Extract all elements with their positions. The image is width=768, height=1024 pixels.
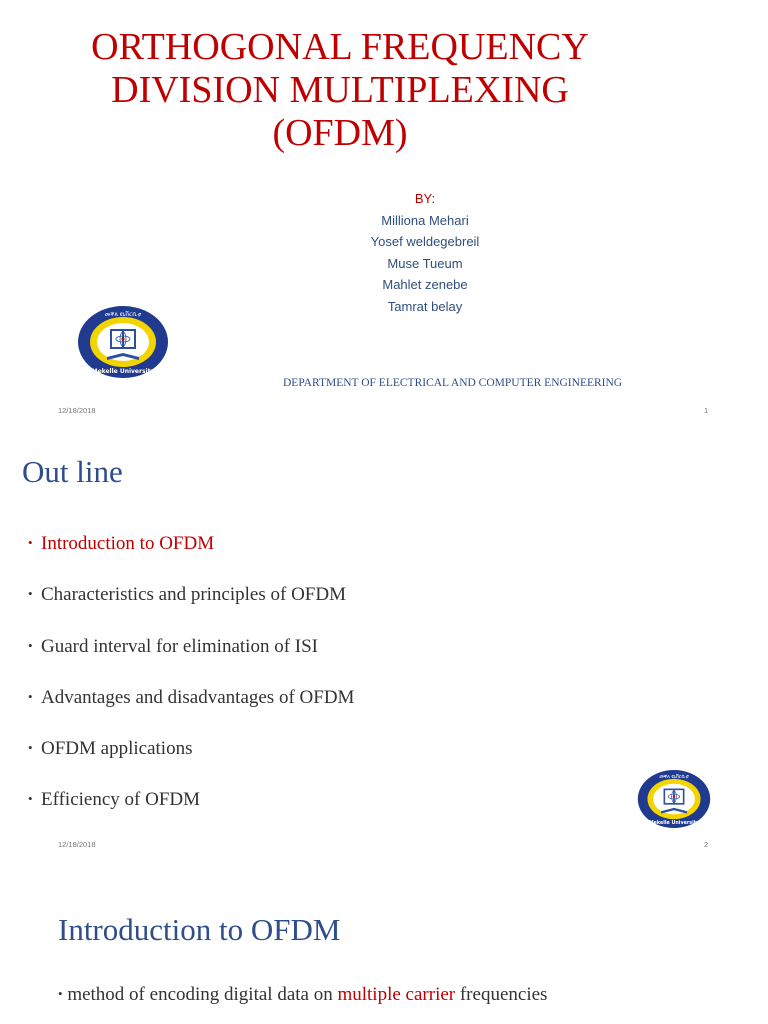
- title-line-3: (OFDM): [272, 112, 408, 154]
- logo-arc-text: መቐለ ዩኒቨርሲቲ: [659, 775, 689, 781]
- bullet-text-prefix: method of encoding digital data on: [67, 984, 338, 1005]
- bullet-icon: •: [28, 535, 33, 550]
- bullet-icon: •: [28, 586, 33, 602]
- author-name: Tamrat belay: [387, 298, 463, 314]
- author-list: [300, 188, 550, 317]
- list-item-label: Introduction to OFDM: [41, 533, 215, 554]
- list-item-label: Guard interval for elimination of ISI: [41, 635, 319, 657]
- list-item: [28, 735, 354, 786]
- logo-arc-text: መቐለ ዩኒቨርሲቲ: [104, 311, 142, 318]
- list-item-label: OFDM applications: [41, 738, 193, 760]
- slide-date: 12/18/2018: [58, 840, 96, 849]
- list-item: [58, 984, 547, 1006]
- list-item: [28, 530, 354, 581]
- bullet-icon: •: [28, 688, 33, 704]
- department-name: DEPARTMENT OF ELECTRICAL AND COMPUTER ENGINEERING: [283, 377, 623, 389]
- mekelle-university-logo: [637, 768, 711, 830]
- outline-list: [28, 530, 354, 838]
- list-item: [28, 786, 354, 837]
- bullet-icon: •: [28, 637, 33, 653]
- title-slide: [0, 0, 768, 432]
- by-label: BY:: [414, 191, 436, 206]
- logo-bottom-text: Mekelle University: [648, 820, 700, 826]
- highlight-multiple: multiple: [337, 984, 401, 1005]
- list-item: [28, 633, 354, 684]
- list-item-label: Characteristics and principles of OFDM: [41, 584, 346, 606]
- outline-title: Out line: [22, 454, 123, 489]
- slide-number: 2: [704, 840, 709, 849]
- bullet-text-suffix: frequencies: [455, 984, 548, 1005]
- slide-date: 12/18/2018: [58, 406, 96, 415]
- title-line-2: DIVISION MULTIPLEXING: [111, 69, 569, 111]
- list-item-label: Advantages and disadvantages of OFDM: [41, 686, 355, 708]
- bullet-icon: •: [58, 986, 63, 1001]
- author-name: Yosef weldegebreil: [370, 234, 480, 249]
- logo-bottom-text: Mekelle University: [91, 368, 155, 375]
- list-item: [28, 684, 354, 735]
- list-item: [28, 581, 354, 632]
- introduction-slide: [0, 864, 768, 1024]
- title-line-1: ORTHOGONAL FREQUENCY: [91, 26, 589, 68]
- outline-slide: [0, 432, 768, 864]
- slide-number: 1: [704, 406, 709, 415]
- author-name: Milliona Mehari: [381, 212, 469, 228]
- mekelle-university-logo: [77, 305, 169, 379]
- bullet-icon: •: [28, 791, 33, 807]
- bullet-icon: •: [28, 740, 33, 756]
- introduction-title: Introduction to OFDM: [58, 912, 341, 947]
- list-item-label: Efficiency of OFDM: [41, 789, 201, 811]
- highlight-carrier: carrier: [405, 984, 456, 1005]
- author-name: Muse Tueum: [387, 255, 463, 271]
- author-name: Mahlet zenebe: [382, 277, 468, 292]
- presentation-title: [0, 26, 680, 155]
